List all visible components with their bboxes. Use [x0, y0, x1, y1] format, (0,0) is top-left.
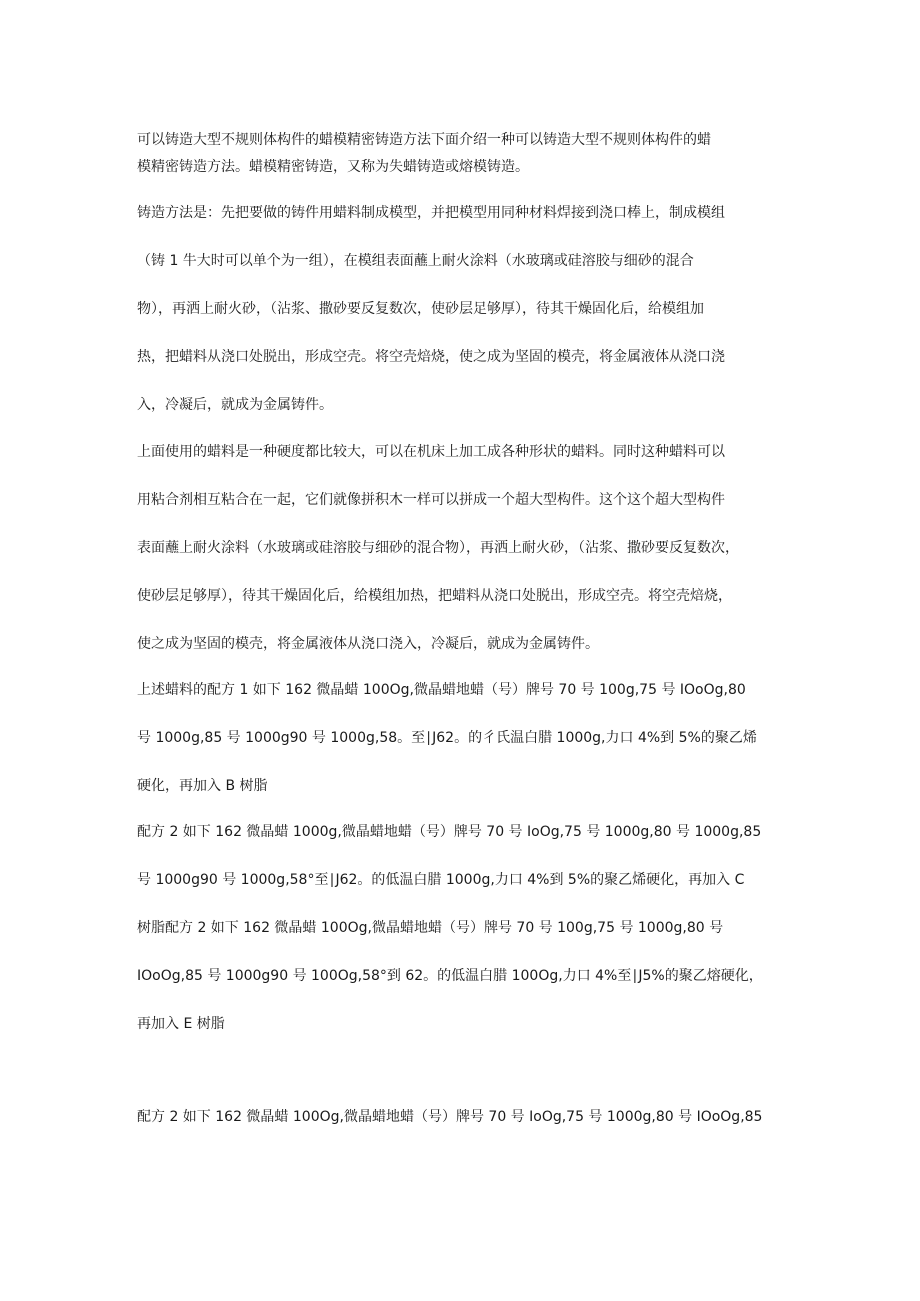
text-line: 热，把蜡料从浇口处脱出，形成空壳。将空壳焙烧，使之成为坚固的模壳，将金属液体从浇口浇: [137, 349, 725, 365]
text-line: 模精密铸造方法。蜡模精密铸造，又称为失蜡铸造或熔模铸造。: [137, 159, 529, 175]
text-line: （铸 1 牛大时可以单个为一组），在模组表面蘸上耐火涂料（水玻璃或硅溶胶与细砂的混合: [137, 253, 694, 269]
text-line: 物），再洒上耐火砂，（沾浆、撒砂要反复数次，使砂层足够厚），待其干燥固化后，给模组加: [137, 301, 704, 317]
text-line: 号 1000g,85 号 1000g90 号 1000g,58。至∣J62。的彳氏温白腊 1000g,力口 4%到 5%的聚乙烯: [137, 730, 757, 746]
text-line: 上面使用的蜡料是一种硬度都比较大，可以在机床上加工成各种形状的蜡料。同时这种蜡料可以: [137, 444, 725, 460]
text-line: 硬化，再加入 B 树脂: [137, 778, 268, 794]
text-line: 树脂配方 2 如下 162 微晶蜡 100Og,微晶蜡地蜡（号）牌号 70 号 100g,75 号 1000g,80 号: [137, 920, 724, 936]
text-line: 入，冷凝后，就成为金属铸件。: [137, 397, 333, 413]
text-line: 表面蘸上耐火涂料（水玻璃或硅溶胶与细砂的混合物），再洒上耐火砂，（沾浆、撒砂要反复数次，: [137, 540, 739, 556]
text-line: 铸造方法是：先把要做的铸件用蜡料制成模型，并把模型用同种材料焊接到浇口棒上，制成模组: [137, 205, 725, 221]
text-line: 再加入 E 树脂: [137, 1016, 225, 1032]
text-line: 使砂层足够厚），待其干燥固化后，给模组加热，把蜡料从浇口处脱出，形成空壳。将空壳焙烧，: [137, 588, 732, 604]
text-line: 用粘合剂相互粘合在一起，它们就像拼积木一样可以拼成一个超大型构件。这个这个超大型构件: [137, 492, 725, 508]
text-line: 上述蜡料的配方 1 如下 162 微晶蜡 100Og,微晶蜡地蜡（号）牌号 70 号 100g,75 号 IOoOg,80: [137, 682, 746, 698]
text-line: 号 1000g90 号 1000g,58°至∣J62。的低温白腊 1000g,力口 4%到 5%的聚乙烯硬化，再加入 C: [137, 872, 745, 888]
text-line: 配方 2 如下 162 微晶蜡 100Og,微晶蜡地蜡（号）牌号 70 号 IoOg,75 号 1000g,80 号 IOoOg,85: [137, 1109, 763, 1125]
text-line: 配方 2 如下 162 微晶蜡 1000g,微晶蜡地蜡（号）牌号 70 号 IoOg,75 号 1000g,80 号 1000g,85: [137, 824, 762, 840]
text-line: 可以铸造大型不规则体构件的蜡模精密铸造方法下面介绍一种可以铸造大型不规则体构件的蜡: [137, 132, 711, 148]
text-line: 使之成为坚固的模壳，将金属液体从浇口浇入，冷凝后，就成为金属铸件。: [137, 636, 599, 652]
text-line: IOoOg,85 号 1000g90 号 100Og,58°到 62。的低温白腊 100Og,力口 4%至∣J5%的聚乙熔硬化，: [137, 968, 763, 984]
